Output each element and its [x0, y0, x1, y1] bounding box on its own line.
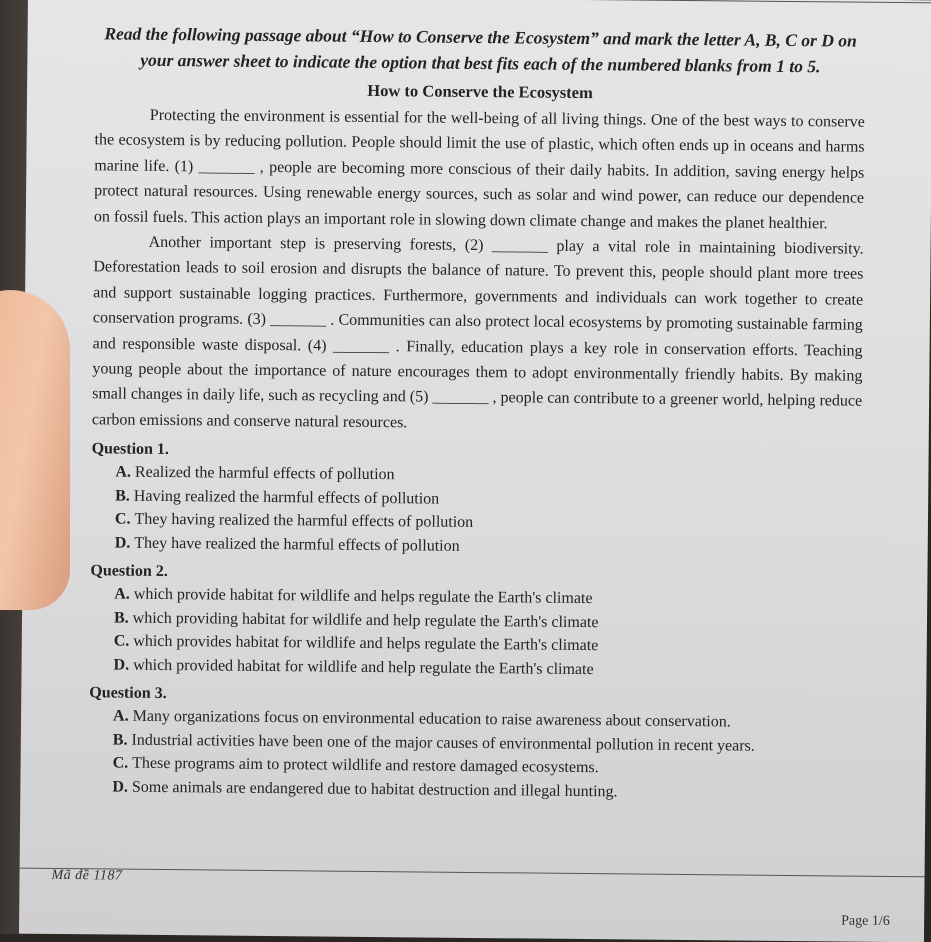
option-letter: A. [115, 463, 132, 481]
passage-paragraph-2: Another important step is preserving forests, (2) _______ play a vital role in maintaining biodiversity. Deforestation leads to soil erosion and disrupts the balance of nature. To prevent this, people should plant more trees and support sustainable logging practices. Furthermore, governments and individuals can work together to create conservation programs. (3) _______ . Communities can also protect local ecosystems by promoting sustainable farming and responsible waste disposal. (4) _______ . Finally, education plays a key role in conservation efforts. Teaching young people about the importance of nature encourages them to adopt environmentally friendly habits. By making small changes in daily life, such as recycling and (5) _______ , people can contribute to a greener world, helping reduce carbon emissions and conserve natural resources. [91, 233, 864, 432]
page-number: Page 1/6 [841, 913, 890, 929]
footer-rule [20, 868, 925, 878]
option-text: Realized the harmful effects of pollution [134, 463, 395, 484]
exam-code: Mã đề 1187 [51, 867, 123, 884]
passage-title: How to Conserve the Ecosystem [367, 80, 593, 103]
option-letter: D. [113, 656, 130, 674]
option-letter: A. [114, 585, 130, 603]
option-letter: D. [114, 534, 131, 552]
question-label: Question 2. [90, 562, 168, 581]
option-letter: B. [115, 487, 130, 505]
option-text: Some animals are endangered due to habitat destruction and illegal hunting. [131, 778, 618, 801]
option-letter: D. [112, 778, 129, 796]
option-letter: C. [112, 754, 129, 772]
question-label: Question 1. [91, 440, 170, 459]
option-text: which provided habitat for wildlife and help regulate the Earth's climate [133, 656, 594, 678]
option-letter: C. [113, 632, 130, 650]
option-text: Many organizations focus on environmental education to raise awareness about conservation. [132, 707, 731, 731]
option-text: Having realized the harmful effects of pollution [133, 487, 440, 508]
option-text: which provide habitat for wildlife and helps regulate the Earth's climate [133, 585, 593, 608]
option-text: They having realized the harmful effects of pollution [134, 510, 474, 532]
thumb [0, 290, 70, 610]
option-text: Industrial activities have been one of the major causes of environmental pollution in recent years. [131, 731, 755, 755]
option-text: which provides habitat for wildlife and helps regulate the Earth's climate [133, 632, 599, 655]
option-letter: A. [112, 707, 129, 725]
question-label: Question 3. [89, 684, 167, 703]
option-letter: C. [114, 510, 131, 528]
page-content [88, 20, 865, 806]
question-2 [89, 563, 860, 684]
exam-paper [19, 0, 931, 942]
question-1 [91, 441, 862, 562]
question-3 [88, 685, 859, 806]
option-text: These programs aim to protect wildlife and restore damaged ecosystems. [132, 754, 599, 777]
option-letter: B. [113, 609, 129, 627]
instruction-text: Read the following passage about “How to Conserve the Ecosystem” and mark the letter A, B, C or D on your answer sheet to indicate the option that best fits each of the numbered blanks from 1 to 5. [104, 23, 857, 77]
passage-paragraph-1: Protecting the environment is essential for the well-being of all living things. One of the best ways to conserve the ecosystem is by reducing pollution. People should limit the use of plastic, which often ends up in oceans and harms marine life. (1) _______ , people are becoming more conscious of their daily habits. In addition, saving energy helps protect natural resources. Using renewable energy sources, such as solar and wind power, can reduce our dependence on fossil fuels. This action plays an important role in slowing down climate change and makes the planet healthier. [93, 106, 865, 232]
option-text: They have realized the harmful effects of pollution [134, 534, 460, 555]
option-text: which providing habitat for wildlife and help regulate the Earth's climate [132, 609, 599, 631]
option-letter: B. [112, 731, 128, 749]
top-rule [28, 0, 931, 3]
